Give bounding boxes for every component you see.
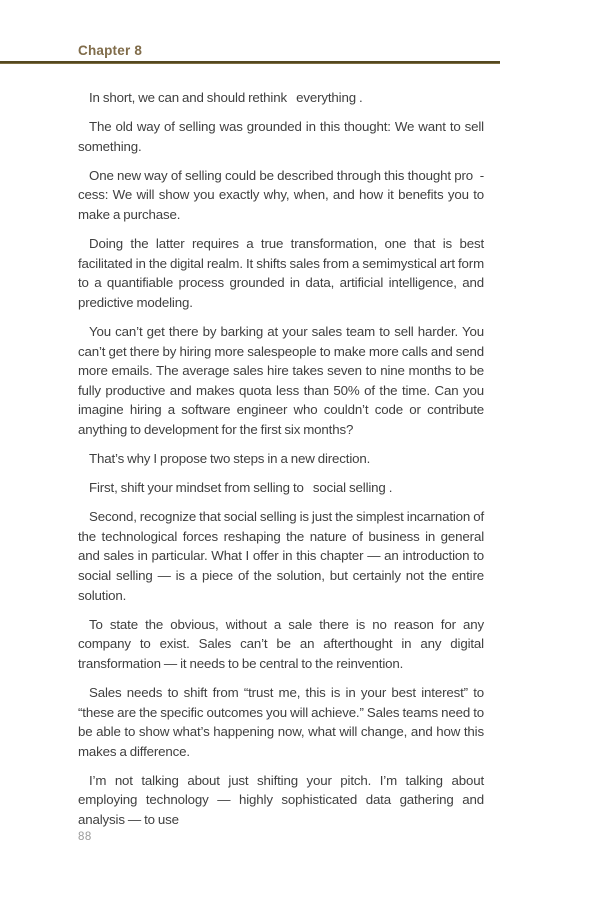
paragraph: Second, recognize that social selling is just the simplest incarnation of the technological forces reshaping the nature of business in general and sales in particular. What I offer in this chapter — an introduction to social selling — is a piece of the solution, but certainly not the entire solution. [78,509,488,603]
chapter-label: Chapter 8 [78,43,143,58]
paragraph: Doing the latter requires a true transformation, one that is best facilitated in the digital realm. It shifts sales from a semimystical art form to a quantifiable process grounded in data, artificial intelligence, and predictive modeling. [78,236,488,310]
paragraph: Sales needs to shift from “trust me, this is in your best interest” to “these are the specific outcomes you will achieve.” Sales teams need to be able to show what’s happening now, what will change, and how this makes a difference. [78,684,488,759]
paragraph: That’s why I propose two steps in a new direction. [89,451,371,466]
page-number: 88 [78,831,92,843]
paragraph: I’m not talking about just shifting your pitch. I’m talking about employing technology — highly sophisticated data gathering and analysis — to use [78,772,488,827]
paragraph: You can’t get there by barking at your sales team to sell harder. You can’t get there by hiring more salespeople to make more calls and send more emails. The average sales hire takes seven to nine months to be fully productive and makes quota less than 50% of the time. Can you imagine hiring a software engineer who couldn’t code or contribute anything to development for the first six months? [78,323,488,437]
chapter-header [78,43,142,58]
paragraph: To state the obvious, without a sale there is no reason for any company to exist. Sales can’t be an afterthought in any digital transformation — it needs to be central to the reinvention. [78,616,488,671]
page-content [78,88,488,839]
paragraph: In short, we can and should rethink everything . [89,90,363,105]
paragraph: The old way of selling was grounded in this thought: We want to sell something. [78,119,488,154]
paragraph: One new way of selling could be described through this thought pro -cess: We will show you exactly why, when, and how it benefits you to make a purchase. [78,167,488,222]
chapter-rule-divider [0,61,500,64]
paragraph: First, shift your mindset from selling to social selling . [89,480,393,496]
